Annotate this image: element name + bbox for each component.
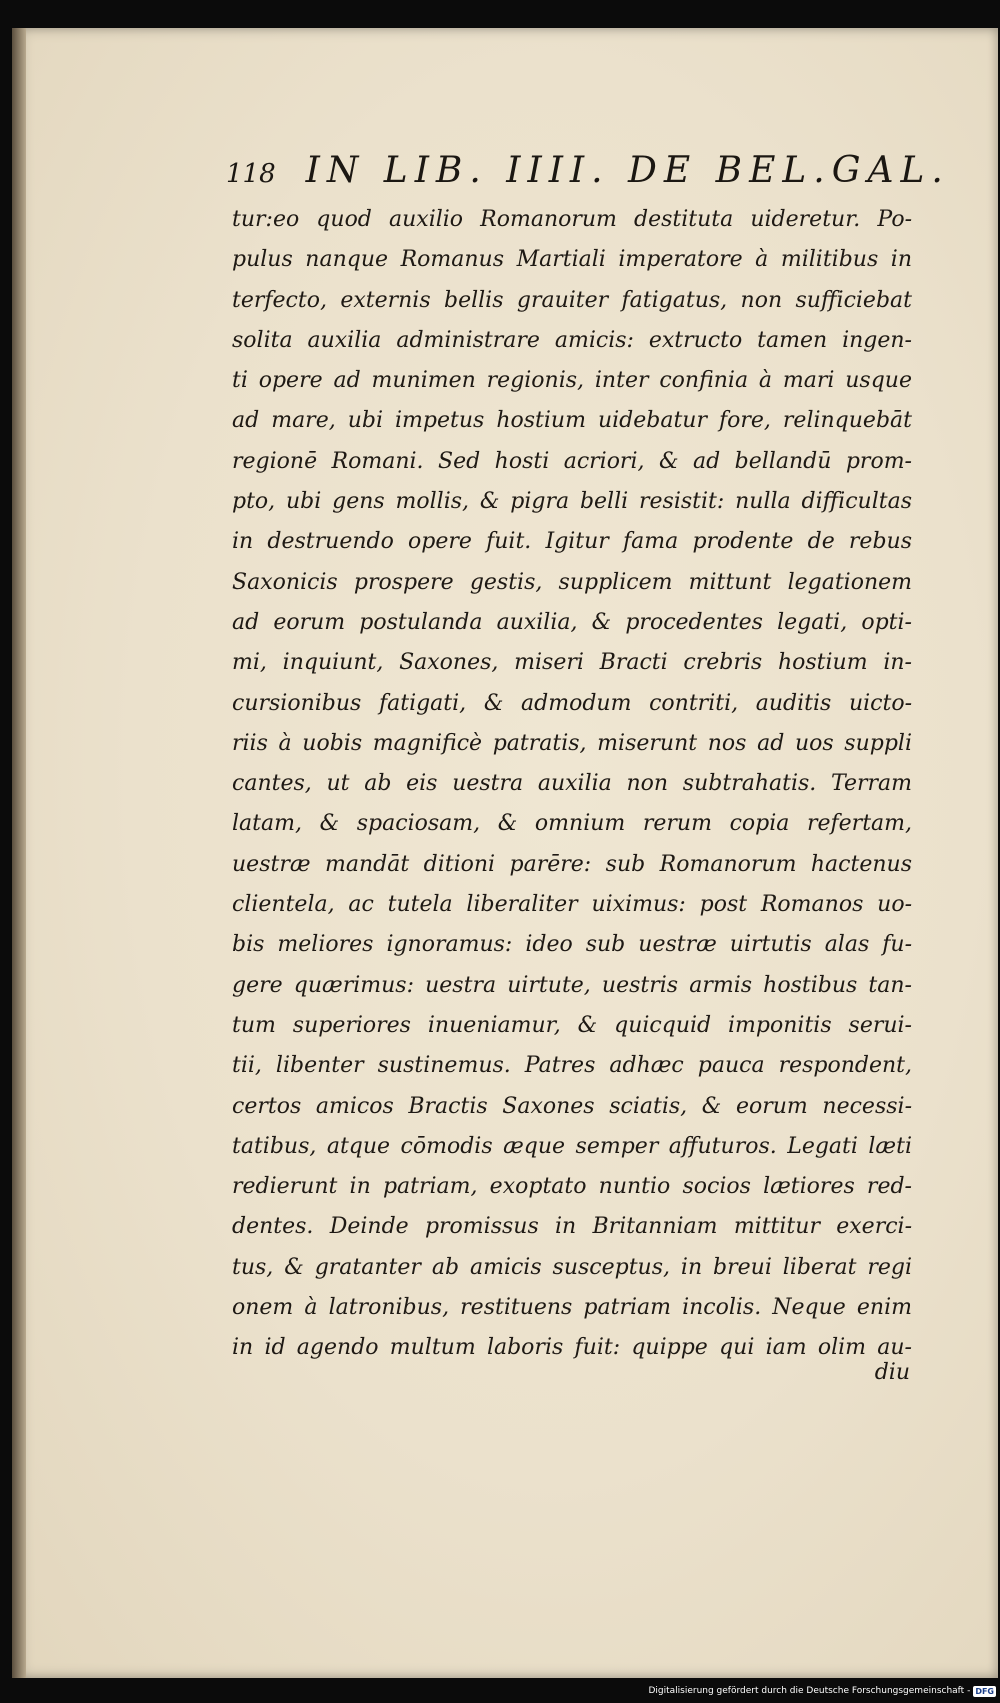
digitization-credit [648,1683,996,1699]
page-number: 118 [226,159,276,189]
text-line: tus, & gratanter ab amicis susceptus, in breui liberat regi [232,1254,912,1280]
text-line: onem à latronibus, restituens patriam incolis. Neque enim [232,1295,912,1321]
text-line: ad eorum postulanda auxilia, & procedentes legati, opti- [232,609,912,635]
text-line: tur:eo quod auxilio Romanorum destituta uideretur. Po- [232,207,912,232]
text-line: latam, & spaciosam, & omnium rerum copia refertam, [232,811,912,837]
text-line: riis à uobis magnificè patratis, miserunt nos ad uos suppli [232,730,912,756]
text-line: cantes, ut ab eis uestra auxilia non subtrahatis. Terram [232,771,912,797]
text-line: tii, libenter sustinemus. Patres adhæc pauca respondent, [232,1053,912,1079]
text-line: redierunt in patriam, exoptato nuntio socios lætiores red- [232,1174,912,1200]
page-header [226,150,950,191]
text-line: regionē Romani. Sed hosti acriori, & ad bellandū prom- [232,448,912,474]
text-line: mi, inquiunt, Saxones, miseri Bracti crebris hostium in- [232,650,912,676]
text-line: certos amicos Bractis Saxones sciatis, & eorum necessi- [232,1093,912,1119]
text-line: terfecto, externis bellis grauiter fatigatus, non sufficiebat [232,287,912,313]
page-gutter [12,28,26,1678]
text-line: cursionibus fatigati, & admodum contriti, auditis uicto- [232,690,912,716]
catchword: diu [874,1360,910,1385]
text-line: Saxonicis prospere gestis, supplicem mittunt legationem [232,569,912,595]
text-line: tatibus, atque cōmodis æque semper affuturos. Legati læti [232,1133,912,1159]
text-line: in destruendo opere fuit. Igitur fama prodente de rebus [232,529,912,555]
dfg-logo-icon: DFG [975,1686,994,1696]
text-line: ti opere ad munimen regionis, inter confinia à mari usque [232,368,912,394]
text-line: gere quærimus: uestra uirtute, uestris armis hostibus tan- [232,972,912,998]
text-line: in id agendo multum laboris fuit: quippe qui iam olim au- [232,1335,912,1361]
text-line: pto, ubi gens mollis, & pigra belli resistit: nulla difficultas [232,489,912,515]
text-line: uestræ mandāt ditioni parēre: sub Romanorum hactenus [232,851,912,877]
text-line: tum superiores inueniamur, & quicquid imponitis serui- [232,1012,912,1038]
text-line: bis meliores ignoramus: ideo sub uestræ uirtutis alas fu- [232,932,912,958]
body-text [232,200,912,1369]
text-line: dentes. Deinde promissus in Britanniam mittitur exerci- [232,1214,912,1240]
text-line: ad mare, ubi impetus hostium uidebatur fore, relinquebāt [232,408,912,434]
text-line: solita auxilia administrare amicis: extructo tamen ingen- [232,327,912,353]
running-head: IN LIB. IIII. DE BEL.GAL. [305,150,950,191]
text-line: clientela, ac tutela liberaliter uiximus: post Romanos uo- [232,892,912,918]
credit-text: Digitalisierung gefördert durch die Deutsche Forschungsgemeinschaft - [648,1686,971,1696]
text-line: pulus nanque Romanus Martiali imperatore à militibus in [232,247,912,273]
